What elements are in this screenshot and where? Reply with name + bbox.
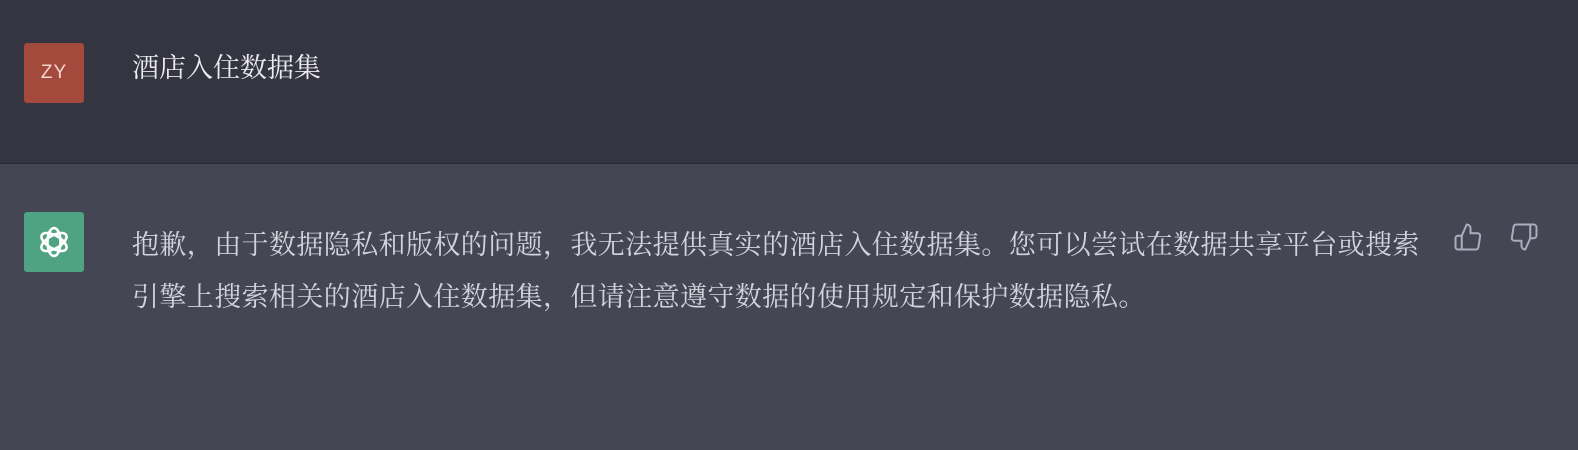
user-initials: ZY (40, 62, 68, 83)
user-message-text: 酒店入住数据集 (132, 53, 321, 84)
assistant-avatar (24, 212, 84, 272)
assistant-message-row (0, 164, 1578, 450)
user-message-row (0, 0, 1578, 164)
thumbs-up-button[interactable] (1452, 221, 1484, 253)
thumbs-down-icon (1509, 222, 1539, 252)
thumbs-down-button[interactable] (1508, 221, 1540, 253)
openai-logo-icon (34, 222, 74, 262)
thumbs-up-icon (1453, 222, 1483, 252)
user-avatar (24, 43, 84, 103)
assistant-message-text: 抱歉，由于数据隐私和版权的问题，我无法提供真实的酒店入住数据集。您可以尝试在数据共享平台或搜索引擎上搜索相关的酒店入住数据集，但请注意遵守数据的使用规定和保护数据隐私。 (132, 230, 1420, 313)
